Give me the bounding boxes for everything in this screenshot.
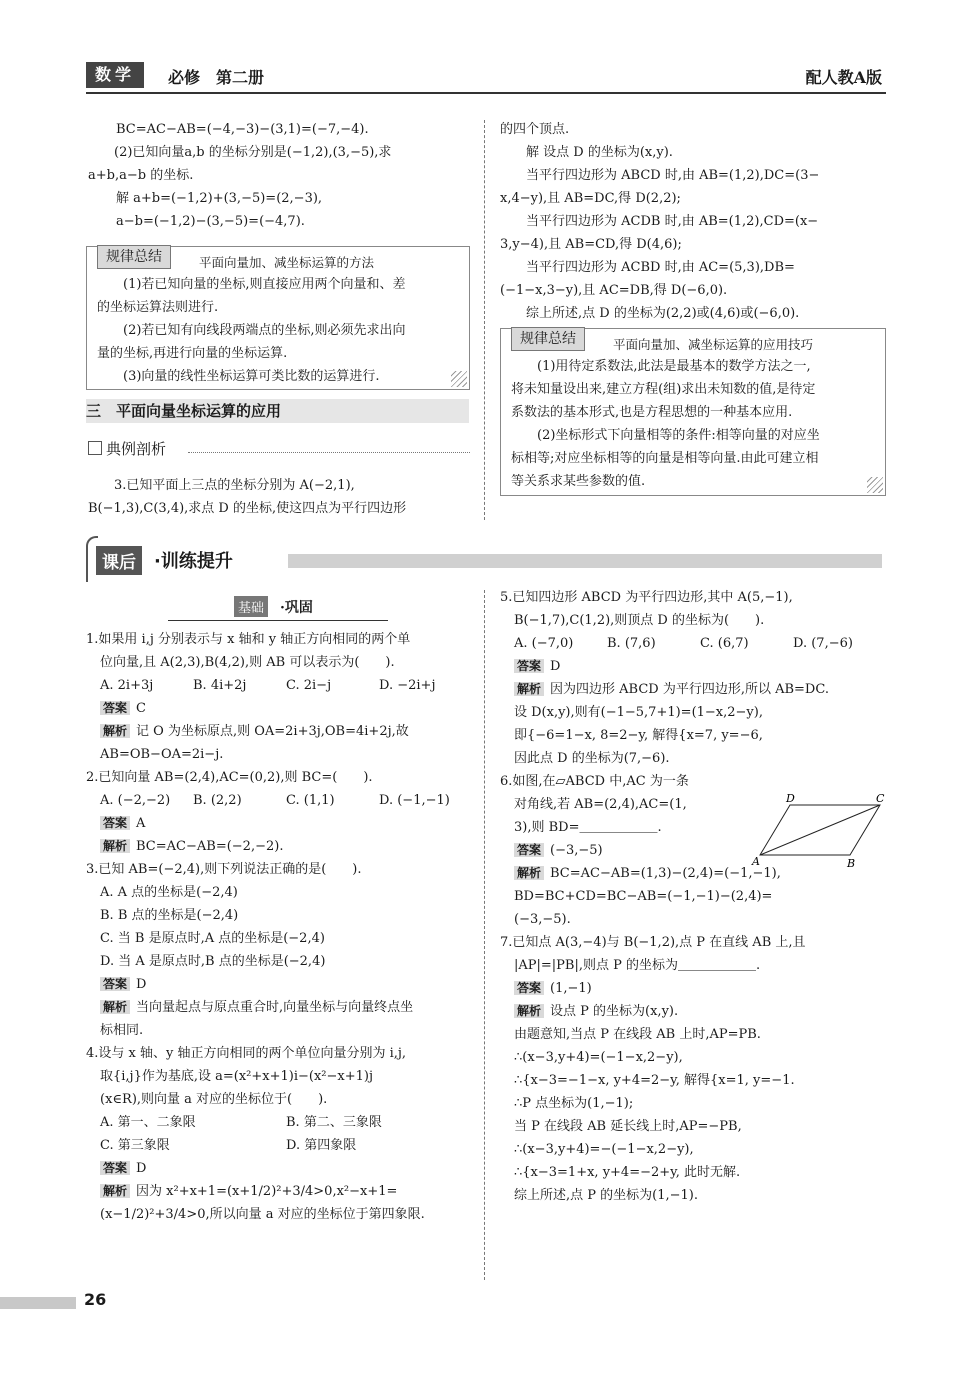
answer-text: C: [136, 701, 146, 716]
summary-line: 系数法的基本形式,也是方程思想的一种基本应用.: [511, 405, 793, 420]
question-line: 标相同.: [100, 1023, 144, 1038]
banner-label: 课后: [96, 546, 142, 575]
summary-line: (2)坐标形式下向量相等的条件:相等向量的对应坐: [537, 428, 820, 443]
answer-text: BC=AC−AB=(−2,−2).: [136, 839, 284, 854]
option: C. 2i−j: [286, 678, 332, 693]
option: D. (−1,−1): [379, 793, 450, 808]
question-line: B. B 点的坐标是(−2,4): [100, 908, 239, 923]
option: D. (7,−6): [793, 636, 853, 651]
summary-tag: 规律总结: [97, 245, 171, 269]
right-top-text: [500, 118, 884, 325]
summary-title: 平面向量加、减坐标运算的方法: [199, 255, 375, 270]
question-line: 由题意知,当点 P 在线段 AB 上时,AP=PB.: [514, 1027, 761, 1042]
question-line: C. 当 B 是原点时,A 点的坐标是(−2,4): [100, 931, 325, 946]
option: B. 第二、三象限: [286, 1115, 382, 1130]
question-line: 即{−6=1−x, 8=2−y, 解得{x=7, y=−6,: [514, 728, 763, 743]
answer-tag: 答案: [514, 843, 544, 857]
summary-line: 标相等;对应坐标相等的向量是相等向量.由此可建立相: [511, 451, 819, 466]
answer-text: 设点 P 的坐标为(x,y).: [550, 1004, 679, 1019]
summary-line: (2)若已知有向线段两端点的坐标,则必须先求出向: [123, 323, 406, 338]
label-c: C: [876, 793, 885, 805]
answer-text: D: [550, 659, 561, 674]
answer-tag: 答案: [100, 1161, 130, 1175]
options-row: [500, 632, 886, 655]
question-line: 对角线,若 AB=(2,4),AC=(1,: [514, 797, 687, 812]
option: A. 2i+3j: [100, 678, 154, 693]
diagonal-ac: [760, 805, 880, 855]
summary-title: 平面向量加、减坐标运算的应用技巧: [613, 337, 814, 352]
edition-label: 配人教A版: [805, 68, 882, 87]
answer-tag: 解析: [100, 1000, 130, 1014]
answer-line: [500, 1000, 886, 1023]
text-line: 3,y−4),且 AB=CD,得 D(4,6);: [500, 237, 682, 252]
example-icon: [88, 441, 102, 455]
summary-tag: 规律总结: [511, 327, 585, 351]
summary-box-1: [86, 246, 470, 390]
text-line: a−b=(−1,2)−(3,−5)=(−4,7).: [116, 214, 305, 229]
summary-line: 将未知量设出来,建立方程(组)求出未知数的值,是待定: [511, 382, 816, 397]
text-line: 当平行四边形为 ABCD 时,由 AB=(1,2),DC=(3−: [526, 168, 820, 183]
banner-subtitle: ·训练提升: [154, 551, 233, 572]
option: C. 第三象限: [100, 1138, 170, 1153]
question-line: ∴{x−3=−1−x, y+4=2−y, 解得{x=1, y=−1.: [514, 1073, 795, 1088]
example-label: 典例剖析: [106, 440, 167, 458]
page-number-bar: [0, 1297, 76, 1309]
question-line: 当 P 在线段 AB 延长线上时,AP=−PB,: [514, 1119, 742, 1134]
answer-tag: 解析: [514, 1004, 544, 1018]
option: A. (−7,0): [514, 636, 574, 651]
text-line: 当平行四边形为 ACDB 时,由 AB=(1,2),CD=(x−: [526, 214, 819, 229]
option: B. (2,2): [193, 793, 242, 808]
text-line: 当平行四边形为 ACBD 时,由 AC=(5,3),DB=: [526, 260, 795, 275]
column-divider-bottom: [484, 590, 485, 1280]
question-line: 3.已知 AB=(−2,4),则下列说法正确的是( ).: [86, 862, 362, 877]
book-title: 必修 第二册: [168, 68, 265, 87]
answer-text: A: [136, 816, 146, 831]
summary-box-2: [500, 328, 886, 496]
answer-text: 因为四边形 ABCD 为平行四边形,所以 AB=DC.: [550, 682, 829, 697]
answer-text: 当向量起点与原点重合时,向量坐标与向量终点坐: [136, 1000, 414, 1015]
text-line: x,4−y),且 AB=DC,得 D(2,2);: [500, 191, 681, 206]
summary-line: 等关系求某些参数的值.: [511, 474, 646, 489]
answer-line: [86, 1157, 472, 1180]
answer-text: (−3,−5): [550, 843, 603, 858]
answer-tag: 答案: [100, 977, 130, 991]
answer-text: D: [136, 977, 147, 992]
question-line: (x∈R),则向量 a 对应的坐标位于( ).: [100, 1092, 328, 1107]
summary-line: 的坐标运算法则进行.: [97, 300, 219, 315]
page-header: [86, 62, 886, 94]
question-line: AB=OB−OA=2i−j.: [100, 747, 224, 762]
basic-heading: [168, 596, 388, 621]
label-d: D: [786, 793, 795, 805]
question-line: (x−1/2)²+3/4>0,所以向量 a 对应的坐标位于第四象限.: [100, 1207, 425, 1222]
question-line: B(−1,7),C(1,2),则顶点 D 的坐标为( ).: [514, 613, 765, 628]
text-line: 解 设点 D 的坐标为(x,y).: [526, 145, 673, 160]
right-questions: [500, 586, 886, 1207]
question-line: 6.如图,在▱ABCD 中,AC 为一条: [500, 774, 689, 789]
option: A. 第一、二象限: [100, 1115, 196, 1130]
question-line: D. 当 A 是原点时,B 点的坐标是(−2,4): [100, 954, 326, 969]
question-line: 5.已知四边形 ABCD 为平行四边形,其中 A(5,−1),: [500, 590, 793, 605]
answer-line: [500, 678, 886, 701]
question-line: ∴(x−3,y+4)=−(−1−x,2−y),: [514, 1142, 694, 1157]
question-line: 因此点 D 的坐标为(7,−6).: [514, 751, 670, 766]
options-row: [86, 674, 472, 697]
options-row: [86, 1111, 472, 1134]
question-line: 7.已知点 A(3,−4)与 B(−1,2),点 P 在直线 AB 上,且: [500, 935, 806, 950]
answer-tag: 解析: [100, 839, 130, 853]
answer-tag: 解析: [514, 866, 544, 880]
text-line: BC=AC−AB=(−4,−3)−(3,1)=(−7,−4).: [116, 122, 369, 137]
answer-line: [86, 835, 472, 858]
answer-tag: 解析: [514, 682, 544, 696]
text-line: B(−1,3),C(3,4),求点 D 的坐标,使这四点为平行四边形: [88, 501, 407, 516]
question-line: BD=BC+CD=BC−AB=(−1,−1)−(2,4)=: [514, 889, 773, 904]
answer-text: D: [136, 1161, 147, 1176]
question-line: 3),则 BD=＿＿＿＿＿＿.: [514, 820, 662, 835]
answer-tag: 答案: [100, 816, 130, 830]
text-line: (−1−x,3−y),且 AC=DB,得 D(−6,0).: [500, 283, 728, 298]
summary-line: (1)若已知向量的坐标,则直接应用两个向量和、差: [123, 277, 406, 292]
text-line: a+b,a−b 的坐标.: [88, 168, 194, 183]
question-line: 取{i,j}作为基底,设 a=(x²+x+1)i−(x²−x+1)j: [100, 1069, 374, 1084]
answer-line: [86, 812, 472, 835]
text-line: 综上所述,点 D 的坐标为(2,2)或(4,6)或(−6,0).: [526, 306, 800, 321]
question-line: (−3,−5).: [514, 912, 571, 927]
text-line: 的四个顶点.: [500, 122, 570, 137]
example-heading: [88, 438, 470, 460]
basic-sub: ·巩固: [280, 600, 313, 616]
basic-label: 基础: [234, 596, 268, 617]
question-line: 位向量,且 A(2,3),B(4,2),则 AB 可以表示为( ).: [100, 655, 395, 670]
option: B. 4i+2j: [193, 678, 247, 693]
example-3: [88, 474, 470, 520]
answer-tag: 解析: [100, 724, 130, 738]
answer-line: [86, 996, 472, 1019]
answer-tag: 答案: [514, 659, 544, 673]
answer-text: (1,−1): [550, 981, 592, 996]
corner-hatch: [451, 371, 467, 387]
option: A. (−2,−2): [100, 793, 171, 808]
text-line: 3.已知平面上三点的坐标分别为 A(−2,1),: [114, 478, 355, 493]
question-line: ∴{x−3=1+x, y+4=−2+y, 此时无解.: [514, 1165, 741, 1180]
question-line: ∴(x−3,y+4)=(−1−x,2−y),: [514, 1050, 683, 1065]
question-line: 综上所述,点 P 的坐标为(1,−1).: [514, 1188, 698, 1203]
question-line: 2.已知向量 AB=(2,4),AC=(0,2),则 BC=( ).: [86, 770, 373, 785]
summary-line: (1)用待定系数法,此法是最基本的数学方法之一,: [537, 359, 811, 374]
answer-line: [86, 697, 472, 720]
answer-line: [500, 977, 886, 1000]
answer-line: [86, 1180, 472, 1203]
summary-line: (3)向量的线性坐标运算可类比数的运算进行.: [123, 369, 380, 384]
option: C. (6,7): [700, 636, 749, 651]
options-row: [86, 1134, 472, 1157]
answer-line: [86, 720, 472, 743]
answer-tag: 答案: [100, 701, 130, 715]
column-divider-top: [484, 120, 485, 520]
answer-tag: 答案: [514, 981, 544, 995]
summary-line: 量的坐标,再进行向量的坐标运算.: [97, 346, 288, 361]
label-a: A: [752, 855, 760, 868]
label-b: B: [847, 857, 856, 868]
answer-text: 记 O 为坐标原点,则 OA=2i+3j,OB=4i+2j,故: [136, 724, 409, 739]
section-heading: 三 平面向量坐标运算的应用: [86, 399, 469, 423]
option: D. −2i+j: [379, 678, 436, 693]
answer-text: 因为 x²+x+1=(x+1/2)²+3/4>0,x²−x+1=: [136, 1184, 398, 1199]
left-questions: [86, 628, 472, 1226]
question-line: A. A 点的坐标是(−2,4): [100, 885, 238, 900]
corner-hatch: [867, 477, 883, 493]
left-top-text: [88, 118, 470, 233]
option: D. 第四象限: [286, 1138, 357, 1153]
question-line: 1.如果用 i,j 分别表示与 x 轴和 y 轴正方向相同的两个单: [86, 632, 411, 647]
text-line: (2)已知向量a,b 的坐标分别是(−1,2),(3,−5),求: [114, 145, 392, 160]
question-line: 4.设与 x 轴、y 轴正方向相同的两个单位向量分别为 i,j,: [86, 1046, 407, 1061]
practice-banner: [86, 536, 882, 584]
question-line: 设 D(x,y),则有(−1−5,7+1)=(1−x,2−y),: [514, 705, 763, 720]
banner-bar: [288, 554, 882, 568]
text-line: 解 a+b=(−1,2)+(3,−5)=(2,−3),: [116, 191, 323, 206]
question-line: ∴P 点坐标为(1,−1);: [514, 1096, 634, 1111]
parallelogram-figure: [750, 793, 890, 868]
answer-line: [86, 973, 472, 996]
question-line: |AP|=|PB|,则点 P 的坐标为＿＿＿＿＿＿.: [514, 958, 761, 973]
options-row: [86, 789, 472, 812]
answer-text: BC=AC−AB=(1,3)−(2,4)=(−1,−1),: [550, 866, 781, 881]
option: C. (1,1): [286, 793, 335, 808]
answer-tag: 解析: [100, 1184, 130, 1198]
page-number: 26: [84, 1290, 107, 1309]
option: B. (7,6): [607, 636, 656, 651]
answer-line: [500, 655, 886, 678]
subject-label: 数学: [86, 62, 144, 88]
